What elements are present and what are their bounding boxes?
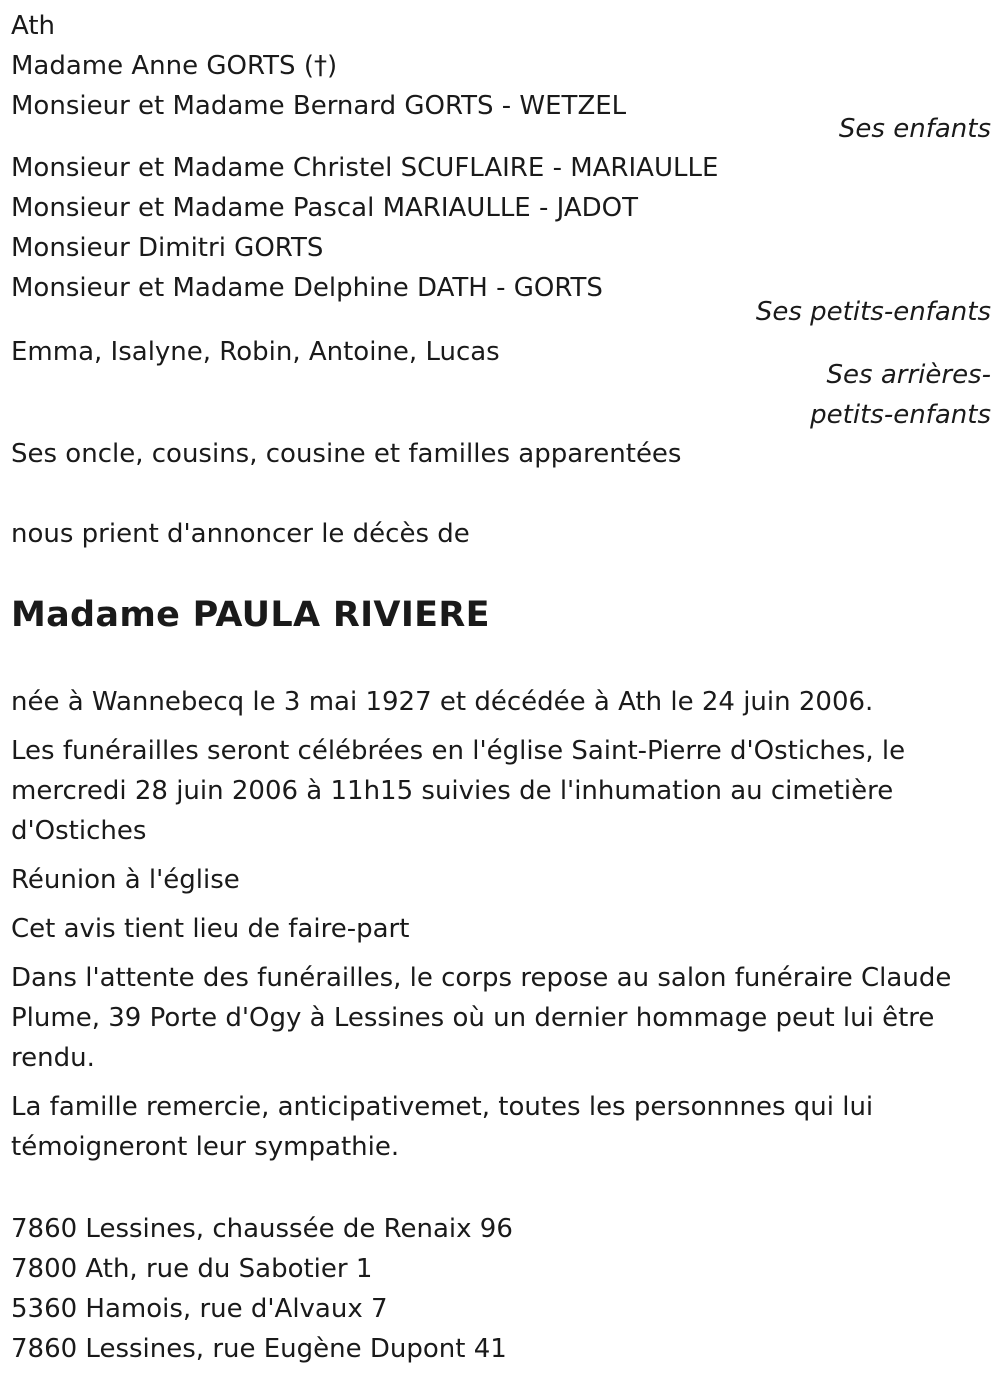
grandchild-name: Monsieur et Madame Christel SCUFLAIRE - MARIAULLE	[11, 153, 719, 183]
viewing-details: Dans l'attente des funérailles, le corps repose au salon funéraire Claude Plume, 39 Porte d'Ogy à Lessines où un dernier hommage peut lui être rendu.	[11, 963, 952, 1073]
grandchildren-label: Ses petits-enfants	[755, 297, 991, 327]
funeral-details: Les funérailles seront célébrées en l'église Saint-Pierre d'Ostiches, le mercredi 28 juin 2006 à 11h15 suivies de l'inhumation au cimetière d'Ostiches	[11, 736, 906, 846]
address: 5360 Hamois, rue d'Alvaux 7	[11, 1294, 388, 1324]
deceased-name: Madame PAULA RIVIERE	[11, 595, 490, 635]
grandchild-name: Monsieur et Madame Pascal MARIAULLE - JADOT	[11, 193, 639, 223]
meeting-place: Réunion à l'église	[11, 865, 240, 895]
grandchild-name: Monsieur et Madame Delphine DATH - GORTS	[11, 273, 603, 303]
address-list	[11, 1209, 513, 1369]
child-name: Monsieur et Madame Bernard GORTS - WETZEL	[11, 91, 627, 121]
city: Ath	[11, 11, 56, 41]
announcement: nous prient d'annoncer le décès de	[11, 519, 470, 549]
great-grandchildren-names: Emma, Isalyne, Robin, Antoine, Lucas	[11, 337, 500, 367]
great-grandchildren-label: Ses arrières-petits-enfants	[810, 360, 991, 430]
birth-death: née à Wannebecq le 3 mai 1927 et décédée à Ath le 24 juin 2006.	[11, 687, 874, 717]
address: 7800 Ath, rue du Sabotier 1	[11, 1254, 373, 1284]
thanks-text: La famille remercie, anticipativemet, toutes les personnnes qui lui témoigneront leur sympathie.	[11, 1092, 874, 1162]
address: 7860 Lessines, chaussée de Renaix 96	[11, 1214, 513, 1244]
children-label: Ses enfants	[838, 114, 991, 144]
child-name: Madame Anne GORTS (†)	[11, 51, 338, 81]
relatives: Ses oncle, cousins, cousine et familles apparentées	[11, 439, 682, 469]
notice-text: Cet avis tient lieu de faire-part	[11, 914, 410, 944]
grandchild-name: Monsieur Dimitri GORTS	[11, 233, 324, 263]
address: 7860 Lessines, rue Eugène Dupont 41	[11, 1334, 507, 1364]
